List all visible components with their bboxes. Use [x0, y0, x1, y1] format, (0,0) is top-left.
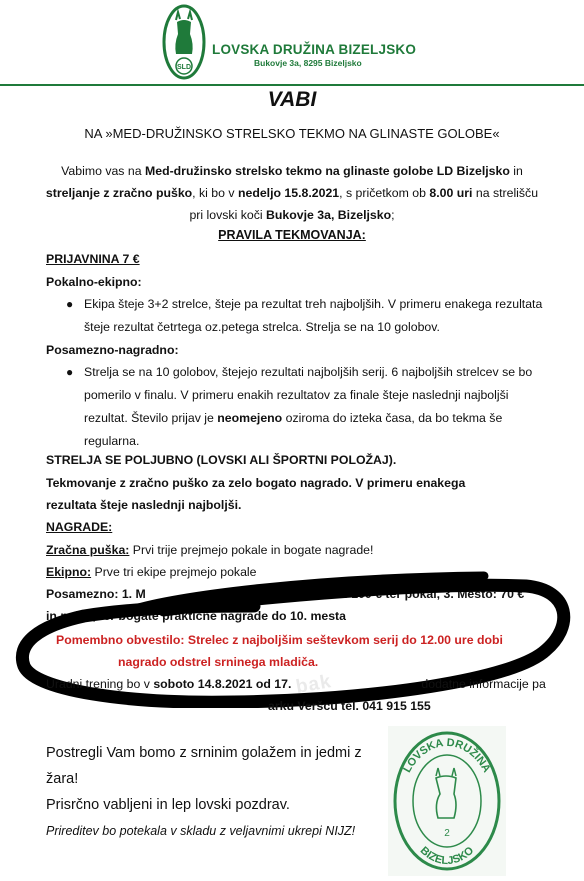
notice-line-1: Pomembno obvestilo: Strelec z najboljšim seštevkom serij do 12.00 ure dobi — [56, 633, 503, 647]
team-heading: Pokalno-ekipno: — [46, 275, 142, 289]
prize-team: Ekipno: Prve tri ekipe prejmejo pokale — [46, 565, 257, 579]
stamp-bottom-text: BIZELJSKO — [417, 844, 477, 868]
individual-rules-bullet: ● Strelja se na 10 golobov, štejejo rezultati najboljših serij. 6 najboljših strelcev se bo pomerilo v finalu. V primeru enakih rezultatov za finale šteje naslednji najboljši rezultat. Število prijav je neomejeno oziroma do izteka časa, da bo tekma še regularna. — [84, 361, 544, 453]
closing-line-3: Prisrčno vabljeni in lep lovski pozdrav. — [46, 797, 290, 813]
training-line: Uradni trening bo v soboto 14.8.2021 od 17. dodatne informacije pa — [46, 677, 546, 691]
entry-fee: PRIJAVNINA 7 € — [46, 252, 140, 266]
team-rules-bullet: ● Ekipa šteje 3+2 strelce, šteje pa rezultat treh najboljših. V primeru enakega rezultata šteje rezultat četrtega oz.petega strelca. Strelja se na 10 golobov. — [84, 293, 544, 339]
closing-line-4: Prireditev bo potekala v skladu z veljavnimi ukrepi NIJZ! — [46, 824, 356, 838]
watermark: bak — [294, 671, 334, 698]
shooting-mode: STRELJA SE POLJUBNO (LOVSKI ALI ŠPORTNI POLOŽAJ). — [46, 453, 397, 467]
individual-heading: Posamezno-nagradno: — [46, 343, 179, 357]
air-rifle-line-1: Tekmovanje z zračno puško za zelo bogato nagrado. V primeru enakega — [46, 476, 466, 490]
stamp-number: 2 — [444, 828, 450, 839]
org-name: LOVSKA DRUŽINA BIZELJSKO — [212, 42, 417, 57]
air-rifle-line-2: rezultata šteje naslednji najboljši. — [46, 498, 242, 512]
club-stamp — [388, 726, 506, 876]
rules-title: PRAVILA TEKMOVANJA: — [218, 228, 366, 242]
bullet-icon: ● — [66, 297, 74, 311]
logo-letters: SLD — [177, 64, 191, 71]
hunting-club-logo — [162, 4, 206, 80]
stamp-top-text: LOVSKA DRUŽINA — [401, 736, 493, 775]
org-address: Bukovje 3a, 8295 Bizeljsko — [254, 58, 362, 68]
prize-individual-line-2: in pokal, ter bogate praktične nagrade do 10. mesta — [46, 609, 346, 623]
contact-line: arku Veršcu tel. 041 915 155 — [268, 699, 431, 713]
document-title: VABI — [267, 88, 317, 111]
bullet-icon: ● — [66, 365, 74, 379]
closing-line-2: žara! — [46, 771, 79, 787]
notice-line-2: nagrado odstrel srninega mladiča. — [118, 655, 319, 669]
closing-line-1: Postregli Vam bomo z srninim golažem in jedmi z — [46, 745, 362, 761]
prizes-heading: NAGRADE: — [46, 520, 113, 534]
header-divider — [0, 84, 584, 86]
intro-paragraph: Vabimo vas na Med-družinsko strelsko tekmo na glinaste golobe LD Bizeljsko in streljanje z zračno puško, ki bo v nedeljo 15.8.2021, s pričetkom ob 8.00 uri na strelišču pri lovski koči Bukovje 3a, Bizeljsko; — [45, 164, 539, 222]
prize-air-rifle: Zračna puška: Prvi trije prejmejo pokale in bogate nagrade! — [46, 543, 374, 557]
prize-individual-line-1: Posamezno: 1. M ter pokal; 2. Mesto: 100 € ter pokal, 3. Mesto: 70 € — [46, 587, 525, 601]
event-subtitle: NA »MED-DRUŽINSKO STRELSKO TEKMO NA GLINASTE GOLOBE« — [84, 126, 500, 141]
